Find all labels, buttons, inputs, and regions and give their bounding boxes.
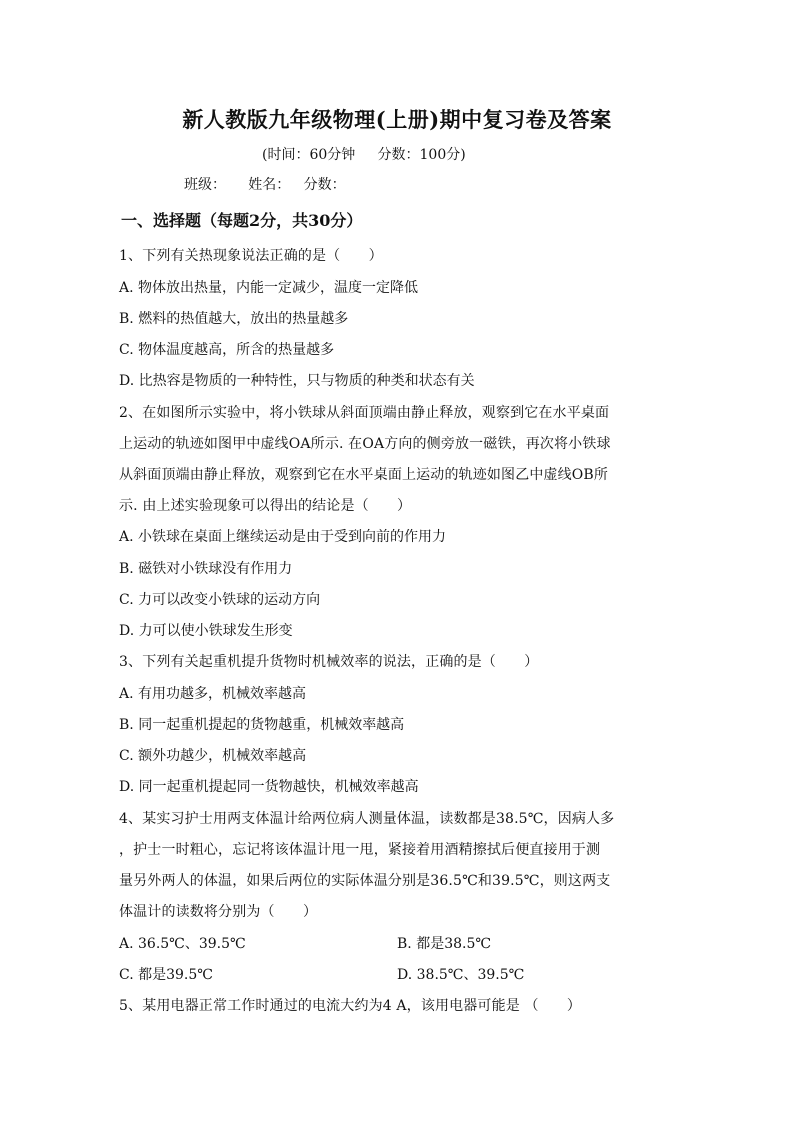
question-2-stem-line: 上运动的轨迹如图甲中虚线OA所示. 在OA方向的侧旁放一磁铁，再次将小铁球 xyxy=(119,436,611,452)
question-2-option-c: C. 力可以改变小铁球的运动方向 xyxy=(119,592,321,608)
question-1-stem: 1、下列有关热现象说法正确的是（ ） xyxy=(119,248,383,264)
question-2-stem-line: 示. 由上述实验现象可以得出的结论是（ ） xyxy=(119,498,412,514)
question-1-option-d: D. 比热容是物质的一种特性，只与物质的种类和状态有关 xyxy=(119,373,475,389)
question-4-stem-line: 量另外两人的体温，如果后两位的实际体温分别是36.5℃和39.5℃，则这两支 xyxy=(119,873,611,889)
question-1-option-b: B. 燃料的热值越大，放出的热量越多 xyxy=(119,311,349,327)
exam-title: 新人教版九年级物理(上册)期中复习卷及答案 xyxy=(182,107,612,132)
question-3-stem: 3、下列有关起重机提升货物时机械效率的说法，正确的是（ ） xyxy=(119,654,539,670)
question-3-option-c: C. 额外功越少，机械效率越高 xyxy=(119,748,307,764)
question-2-stem-line: 2、在如图所示实验中，将小铁球从斜面顶端由静止释放，观察到它在水平桌面 xyxy=(119,405,610,421)
question-3-option-a: A. 有用功越多，机械效率越高 xyxy=(119,686,307,702)
question-2-stem-line: 从斜面顶端由静止释放，观察到它在水平桌面上运动的轨迹如图乙中虚线OB所 xyxy=(119,467,609,483)
question-2-option-a: A. 小铁球在桌面上继续运动是由于受到向前的作用力 xyxy=(119,529,447,545)
question-2-option-d: D. 力可以使小铁球发生形变 xyxy=(119,623,293,639)
question-4-stem-line: 4、某实习护士用两支体温计给两位病人测量体温，读数都是38.5℃，因病人多 xyxy=(119,811,615,827)
section-title-choice: 一、选择题（每题2分，共30分） xyxy=(121,211,363,230)
question-4-option-d: D. 38.5℃、39.5℃ xyxy=(397,967,525,983)
question-3-option-b: B. 同一起重机提起的货物越重，机械效率越高 xyxy=(119,717,405,733)
question-2-option-b: B. 磁铁对小铁球没有作用力 xyxy=(119,561,293,577)
student-info-line: 班级： 姓名： 分数： xyxy=(184,177,346,193)
question-4-option-a: A. 36.5℃、39.5℃ xyxy=(119,936,246,952)
question-4-stem-line: ，护士一时粗心，忘记将该体温计甩一甩，紧接着用酒精擦拭后便直接用于测 xyxy=(119,842,601,858)
time-and-score: (时间：60分钟 分数：100分) xyxy=(262,147,466,163)
question-4-stem-line: 体温计的读数将分别为（ ） xyxy=(119,904,318,920)
question-5-stem: 5、某用电器正常工作时通过的电流大约为4 A，该用电器可能是 （ ） xyxy=(119,998,582,1014)
question-4-option-c: C. 都是39.5℃ xyxy=(119,967,213,983)
question-4-option-b: B. 都是38.5℃ xyxy=(397,936,492,952)
question-1-option-c: C. 物体温度越高，所含的热量越多 xyxy=(119,342,335,358)
question-1-option-a: A. 物体放出热量，内能一定减少，温度一定降低 xyxy=(119,280,419,296)
question-3-option-d: D. 同一起重机提起同一货物越快，机械效率越高 xyxy=(119,779,419,795)
